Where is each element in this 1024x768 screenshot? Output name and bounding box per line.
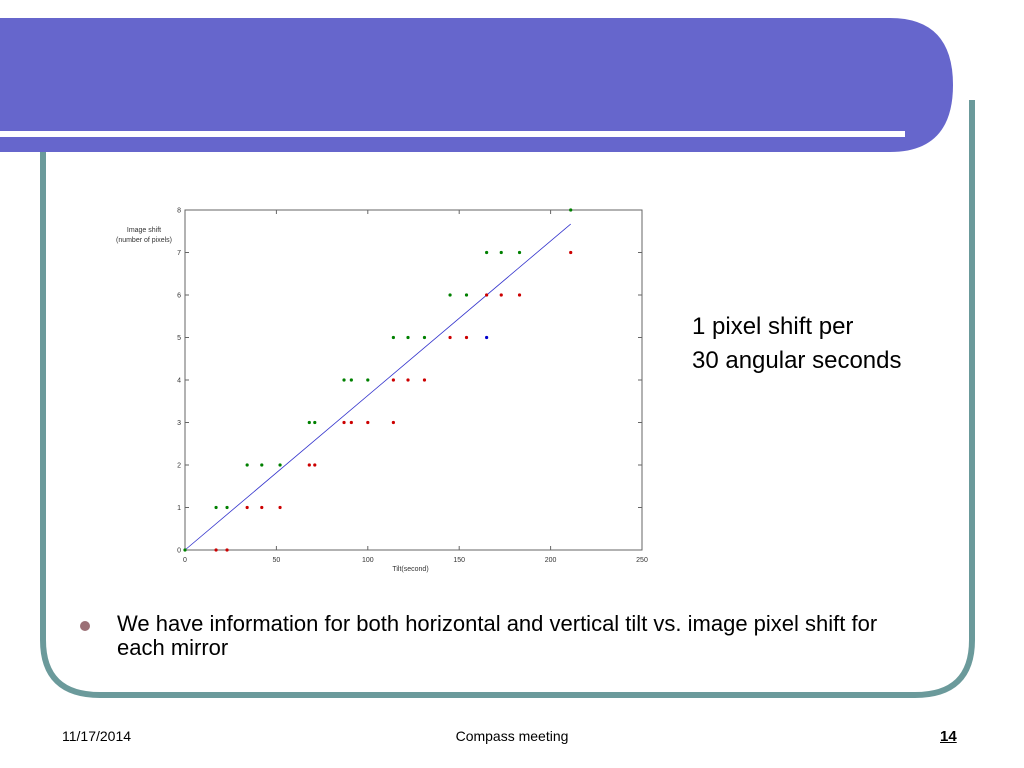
data-point bbox=[569, 251, 572, 254]
y-tick-label: 5 bbox=[177, 335, 181, 342]
data-point bbox=[485, 336, 488, 339]
data-point bbox=[278, 463, 281, 466]
data-point bbox=[308, 421, 311, 424]
plot-area bbox=[185, 210, 642, 550]
data-point bbox=[465, 336, 468, 339]
data-point bbox=[260, 463, 263, 466]
data-point bbox=[313, 421, 316, 424]
x-tick-label: 100 bbox=[361, 557, 374, 564]
data-point bbox=[225, 548, 228, 551]
data-point bbox=[423, 336, 426, 339]
data-point bbox=[392, 421, 395, 424]
y-tick-label: 1 bbox=[177, 505, 181, 512]
data-point bbox=[392, 378, 395, 381]
annotation-line-1: 1 pixel shift per bbox=[692, 313, 854, 340]
data-point bbox=[214, 506, 217, 509]
x-tick-label: 200 bbox=[544, 557, 557, 564]
x-tick-label: 50 bbox=[272, 557, 281, 564]
x-tick-label: 150 bbox=[453, 557, 466, 564]
footer-title: Compass meeting bbox=[455, 728, 569, 744]
y-tick-label: 0 bbox=[177, 547, 181, 555]
y-axis-label: Image shift bbox=[126, 227, 162, 234]
data-point bbox=[406, 378, 409, 381]
data-point bbox=[518, 251, 521, 254]
data-point bbox=[366, 378, 369, 381]
data-point bbox=[313, 463, 316, 466]
data-point bbox=[278, 506, 281, 509]
y-tick-label: 6 bbox=[177, 292, 181, 300]
data-point bbox=[406, 336, 409, 339]
data-point bbox=[392, 336, 395, 339]
data-point bbox=[350, 378, 353, 381]
data-point bbox=[485, 251, 488, 254]
data-point bbox=[225, 506, 228, 509]
y-axis-label: (number of pixels) bbox=[115, 237, 173, 244]
data-point bbox=[500, 251, 503, 254]
y-tick-label: 8 bbox=[177, 207, 181, 215]
x-tick-label: 0 bbox=[183, 557, 187, 564]
y-tick-label: 2 bbox=[177, 462, 181, 470]
data-point bbox=[183, 548, 186, 551]
data-point bbox=[342, 421, 345, 424]
data-point bbox=[246, 506, 249, 509]
y-tick-label: 3 bbox=[177, 420, 181, 427]
annotation-line-2: 30 angular seconds bbox=[692, 347, 902, 374]
footer-date: 11/17/2014 bbox=[62, 728, 132, 744]
x-axis-label: Tilt(second) bbox=[392, 566, 429, 573]
y-tick-label: 7 bbox=[177, 250, 181, 257]
page-number: 14 bbox=[940, 728, 957, 745]
bullet-icon bbox=[80, 621, 90, 631]
bullet-text: We have information for both horizontal and vertical tilt vs. image pixel shift for each mirror bbox=[117, 611, 878, 660]
x-tick-label: 250 bbox=[636, 557, 648, 564]
data-point bbox=[214, 548, 217, 551]
data-point bbox=[448, 336, 451, 339]
y-tick-label: 4 bbox=[177, 377, 181, 385]
data-point bbox=[448, 293, 451, 296]
annotation bbox=[692, 310, 901, 378]
data-point bbox=[366, 421, 369, 424]
data-point bbox=[500, 293, 503, 296]
data-point bbox=[260, 506, 263, 509]
data-point bbox=[246, 463, 249, 466]
data-point bbox=[485, 293, 488, 296]
data-point bbox=[308, 463, 311, 466]
data-point bbox=[569, 208, 572, 211]
data-point bbox=[350, 421, 353, 424]
data-point bbox=[518, 293, 521, 296]
data-point bbox=[342, 378, 345, 381]
data-point bbox=[465, 293, 468, 296]
data-point bbox=[423, 378, 426, 381]
